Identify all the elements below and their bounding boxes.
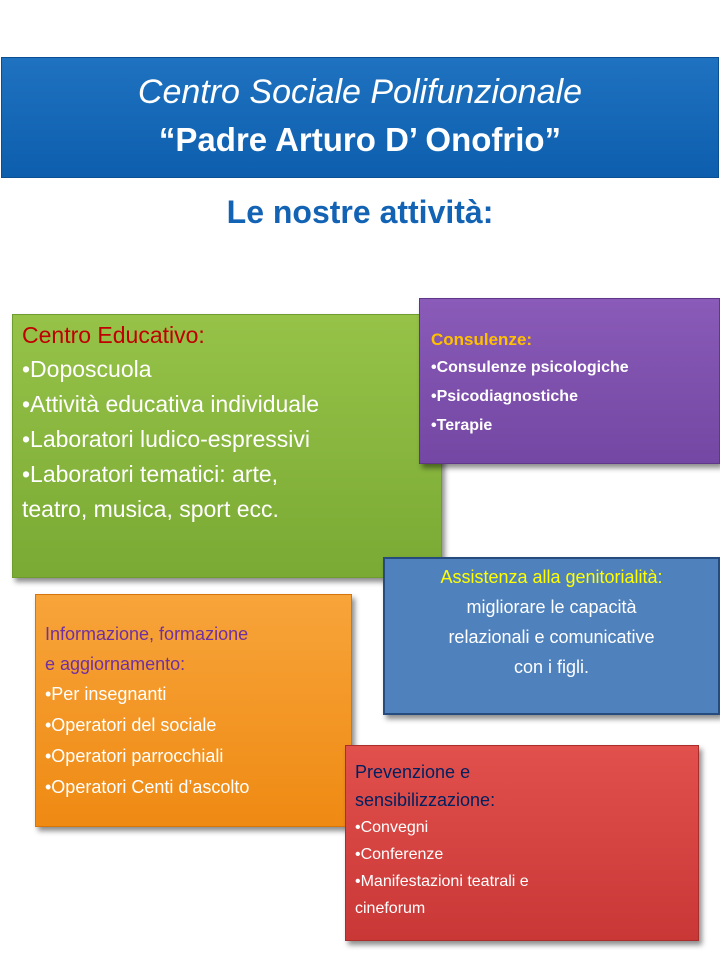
centro-educativo-title: Centro Educativo: bbox=[22, 322, 205, 348]
informazione-title: e aggiornamento: bbox=[45, 654, 186, 674]
informazione-title: Informazione, formazione bbox=[45, 624, 249, 644]
prevenzione-title: Prevenzione e bbox=[355, 762, 471, 782]
centro-educativo-box bbox=[12, 314, 442, 578]
list-item: teatro, musica, sport ecc. bbox=[22, 496, 279, 522]
list-item: •Laboratori tematici: arte, bbox=[22, 461, 279, 487]
list-item: •Doposcuola bbox=[22, 356, 152, 382]
list-item: cineforum bbox=[355, 900, 426, 917]
genitorialita-line: migliorare le capacità bbox=[466, 597, 637, 617]
genitorialita-title: Assistenza alla genitorialità: bbox=[440, 567, 663, 587]
list-item: •Psicodiagnostiche bbox=[431, 388, 578, 405]
list-item: •Laboratori ludico-espressivi bbox=[22, 426, 311, 452]
genitorialita-line: con i figli. bbox=[513, 657, 590, 677]
list-item: •Convegni bbox=[355, 819, 429, 836]
list-item: •Attività educativa individuale bbox=[22, 391, 320, 417]
genitorialita-box bbox=[383, 557, 720, 715]
list-item: •Conferenze bbox=[355, 846, 444, 863]
consulenze-box bbox=[419, 298, 720, 464]
genitorialita-line: relazionali e comunicative bbox=[448, 627, 655, 647]
list-item: •Per insegnanti bbox=[45, 684, 167, 704]
list-item: •Manifestazioni teatrali e bbox=[355, 873, 529, 890]
list-item: •Operatori Centi d’ascolto bbox=[45, 777, 250, 797]
list-item: •Operatori del sociale bbox=[45, 715, 217, 735]
page-subtitle: Le nostre attività: bbox=[226, 194, 494, 230]
list-item: •Terapie bbox=[431, 417, 493, 434]
informazione-box bbox=[35, 594, 352, 827]
list-item: •Operatori parrocchiali bbox=[45, 746, 224, 766]
consulenze-title: Consulenze: bbox=[431, 330, 533, 349]
list-item: •Consulenze psicologiche bbox=[431, 359, 629, 376]
title-line-1: Centro Sociale Polifunzionale bbox=[137, 73, 583, 111]
title-banner bbox=[1, 57, 719, 178]
title-line-2: “Padre Arturo D’ Onofrio” bbox=[158, 121, 562, 158]
prevenzione-title: sensibilizzazione: bbox=[355, 790, 496, 810]
prevenzione-box bbox=[345, 745, 699, 941]
